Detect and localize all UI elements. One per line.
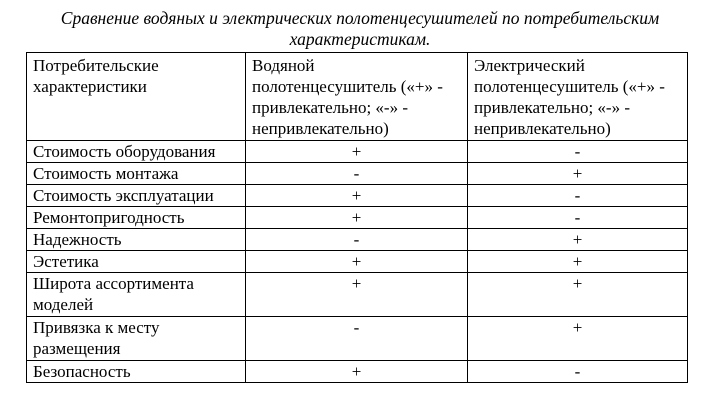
water-mark: - [246,229,468,251]
table-caption: Сравнение водяных и электрических полотенцесушителей по потребительским характеристикам. [60,8,660,49]
electric-mark: + [468,251,688,273]
header-electric-heater: Электрический полотенцесушитель («+» - привлекательно; «-» - непривлекательно) [468,53,688,141]
water-mark: + [246,185,468,207]
comparison-table [26,52,688,383]
electric-mark: + [468,229,688,251]
table-row [27,185,688,207]
table-row [27,141,688,163]
row-label: Стоимость эксплуатации [27,185,246,207]
electric-mark: + [468,317,688,361]
water-mark: + [246,361,468,383]
row-label: Широта ассортимента моделей [27,273,246,317]
water-mark: + [246,273,468,317]
row-label: Стоимость оборудования [27,141,246,163]
water-mark: - [246,163,468,185]
table-row [27,207,688,229]
header-water-heater: Водяной полотенцесушитель («+» - привлекательно; «-» - непривлекательно) [246,53,468,141]
water-mark: - [246,317,468,361]
table-row [27,251,688,273]
water-mark: + [246,251,468,273]
row-label: Привязка к месту размещения [27,317,246,361]
electric-mark: - [468,141,688,163]
table-row [27,163,688,185]
table-row [27,317,688,361]
water-mark: + [246,207,468,229]
table-row [27,273,688,317]
table-row [27,361,688,383]
row-label: Безопасность [27,361,246,383]
row-label: Стоимость монтажа [27,163,246,185]
table-row [27,229,688,251]
row-label: Ремонтопригодность [27,207,246,229]
electric-mark: - [468,361,688,383]
row-label: Эстетика [27,251,246,273]
header-characteristics: Потребительские характеристики [27,53,246,141]
electric-mark: - [468,185,688,207]
electric-mark: - [468,207,688,229]
electric-mark: + [468,273,688,317]
electric-mark: + [468,163,688,185]
row-label: Надежность [27,229,246,251]
table-header-row [27,53,688,141]
water-mark: + [246,141,468,163]
